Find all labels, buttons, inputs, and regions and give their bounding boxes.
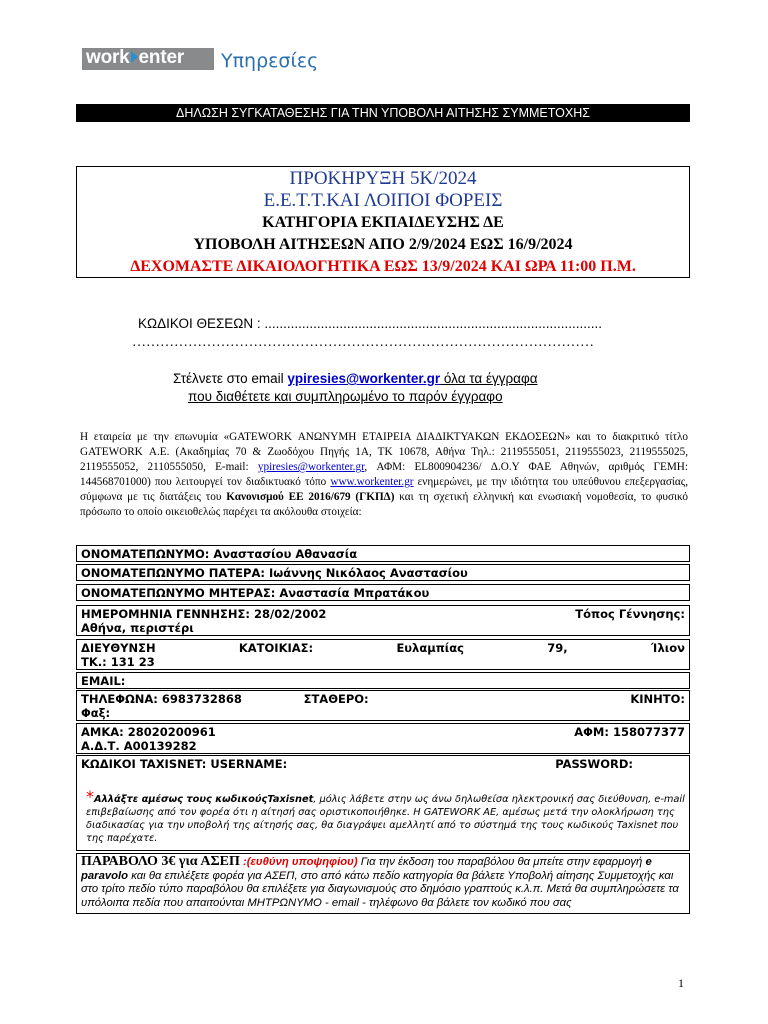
fax-field: Φαξ: [81, 706, 111, 720]
id-card-field: Α.Δ.Τ. Α00139282 [81, 739, 197, 753]
workenter-logo [86, 47, 184, 69]
postcode-field: ΤΚ.: 131 23 [81, 655, 155, 669]
birthplace-label: Τόπος Γέννησης: [575, 607, 685, 621]
form-row-paravolo [76, 853, 690, 914]
education-category: ΚΑΤΗΓΟΡΙΑ ΕΚΠΑΙΔΕΥΣΗΣ ΔΕ [262, 214, 504, 231]
afm-field: ΑΦΜ: 158077377 [574, 725, 685, 739]
taxisnet-warning [81, 787, 685, 845]
phones-line [81, 692, 685, 706]
consent-text-4: και τη σχετική ελληνική και ενωσιακή νομοθεσία, το φυσικό πρόσωπο το οποίο οικειοθελώς παρέχει τα ακόλουθα στοιχεία: [80, 491, 688, 518]
paravolo-app-name: e paravolo [81, 856, 652, 882]
documents-deadline: ΔΕΧΟΜΑΣΤΕ ΔΙΚΑΙΟΛΟΓΗΤΙΚΑ ΕΩΣ 13/9/2024 ΚΑΙ ΩΡΑ 11:00 Π.Μ. [130, 258, 636, 275]
send-instructions [173, 371, 538, 386]
landline-field: ΣΤΑΘΕΡΟ: [303, 692, 369, 706]
address-line [81, 641, 685, 655]
amka-field: ΑΜΚΑ: 28020200961 [81, 725, 216, 739]
application-period: ΥΠΟΒΟΛΗ ΑΙΤΗΣΕΩΝ ΑΠΟ 2/9/2024 ΕΩΣ 16/9/2024 [193, 236, 573, 253]
taxisnet-password-field: PASSWORD: [555, 757, 633, 771]
paravolo-text-2: και θα επιλέξετε φορέα για ΑΣΕΠ, στο από κάτω πεδίο κατηγορία θα βάλετε Υποβολή αίτησης Συμμετοχής και στο τρίτο πεδίο τύπο παραβόλου θα επιλέξετε για διαγωνισμούς στο δημόσιο γραπτούς κ.λ.π. Μετά θα συμπληρώσετε τα υπόλοιπα πεδία που απαιτούνται ΜΗΤΡΩΝΥΜΟ - email - τηλέφωνο θα βάλετε τον κωδικό που σας [81, 869, 679, 909]
paravolo-title: ΠΑΡΑΒΟΛΟ 3€ για ΑΣΕΠ [81, 854, 240, 869]
warning-star-icon: * [86, 787, 94, 806]
paravolo-responsibility: :(ευθύνη υποψηφίου) [239, 856, 358, 868]
taxisnet-username-field: ΚΩΔΙΚΟΙ TAXISNET: USERNAME: [81, 757, 288, 771]
announcement-box [76, 166, 690, 278]
form-row-birth [76, 605, 690, 636]
form-row-mother [76, 584, 690, 601]
address-word: Ίλιον [650, 641, 685, 655]
form-row-father [76, 564, 690, 581]
logo-part-work: work [86, 47, 130, 68]
paravolo-instructions [81, 855, 685, 910]
warning-text: , μόλις λάβετε στην ως άνω δηλωθείσα ηλεκτρονική σας διεύθυνση, e-mail επιβεβαίωσης από τον φορέα ότι η αίτησή σας οριστικοποιήθηκε. Η GATEWORK ΑΕ, αμέσως μετά την ολοκλήρωση της διαδικασίας για την υποβολή της αίτησής σας, θα διαγράψει αμελλητί από το σύστημά της τους κωδικούς Taxisnet που της παρέχατε. [86, 794, 685, 844]
birthdate-field: ΗΜΕΡΟΜΗΝΙΑ ΓΕΝΝΗΣΗΣ: 28/02/2002 [81, 607, 327, 621]
send-email-link[interactable]: ypiresies@workenter.gr [287, 371, 441, 386]
warning-emphasis: Αλλάξτε αμέσως τους κωδικούςTaxisnet [94, 794, 314, 805]
consent-website-link[interactable]: www.workenter.gr [330, 476, 414, 488]
logo-subtitle: Υπηρεσίες [221, 50, 319, 72]
consent-text-2: , ΑΦΜ: EL800904236/ Δ.Ο.Υ ΦΑΕ Αθηνών, αριθμός ΓΕΜΗ: 144568701000) που λειτουργεί τον διαδικτυακό τόπο [80, 461, 688, 488]
announcement-bodies: Ε.Ε.Τ.Τ.ΚΑΙ ΛΟΙΠΟΙ ΦΟΡΕΙΣ [263, 190, 503, 211]
send-instructions-line2: που διαθέτετε και συμπληρωμένο το παρόν έγγραφο [188, 389, 503, 404]
address-word: Ευλαμπίας [396, 641, 464, 655]
form-row-fullname [76, 545, 690, 562]
address-word: 79, [547, 641, 568, 655]
mother-name-field: ΟΝΟΜΑΤΕΠΩΝΥΜΟ ΜΗΤΕΡΑΣ: Αναστασία Μπρατάκου [81, 586, 430, 600]
form-row-phones [76, 690, 690, 721]
consent-text-1: Η εταιρεία με την επωνυμία «GATEWORK ΑΝΩΝΥΜΗ ΕΤΑΙΡΕΙΑ ΔΙΑΔΙΚΤΥΑΚΩΝ ΕΚΔΟΣΕΩΝ» και το διακριτικό τίτλο GATEWORK Α.Ε. (Ακαδημίας 70 & Ζωοδόχου Πηγής 1Α, ΤΚ 10678, Αθήνα Τηλ.: 2119555051, 2119555023, 2119555025, 2119555052, 2110555050, E-mail: [80, 431, 688, 473]
address-word: ΔΙΕΥΘΥΝΣΗ [81, 641, 156, 655]
logo-arrow-icon [131, 51, 138, 63]
logo-part-enter: enter [138, 47, 185, 68]
consent-paragraph [80, 430, 688, 520]
position-codes-dots: ……………………………………………………………………………………… [132, 335, 594, 350]
father-name-field: ΟΝΟΜΑΤΕΠΩΝΥΜΟ ΠΑΤΕΡΑ: Ιωάννης Νικόλαος Αναστασίου [81, 566, 468, 580]
address-word: ΚΑΤΟΙΚΙΑΣ: [238, 641, 314, 655]
position-codes-line: ΚΩΔΙΚΟΙ ΘΕΣΕΩΝ : .......................................................................................... [138, 316, 602, 331]
consent-regulation: Κανονισμού ΕΕ 2016/679 (ΓΚΠΔ) [226, 491, 395, 503]
paravolo-text-1: Για την έκδοση του παραβόλου θα μπείτε στην εφαρμογή [357, 856, 646, 868]
page-number: 1 [678, 976, 684, 990]
fullname-field: ΟΝΟΜΑΤΕΠΩΝΥΜΟ: Αναστασίου Αθανασία [81, 547, 358, 561]
announcement-number: ΠΡΟΚΗΡΥΞΗ 5Κ/2024 [289, 168, 477, 189]
send-prefix: Στέλνετε στο email [173, 371, 288, 386]
send-suffix: όλα τα έγγραφα [440, 371, 538, 386]
form-row-address [76, 639, 690, 670]
form-row-email [76, 672, 690, 689]
consent-email-link[interactable]: ypiresies@workenter.gr [257, 461, 365, 473]
phone-field: ΤΗΛΕΦΩΝΑ: 6983732868 [81, 692, 242, 706]
consent-banner: ΔΗΛΩΣΗ ΣΥΓΚΑΤΑΘΕΣΗΣ ΓΙΑ ΤΗΝ ΥΠΟΒΟΛΗ ΑΙΤΗΣΗΣ ΣΥΜΜΕΤΟΧΗΣ [76, 104, 690, 122]
form-row-taxisnet [76, 755, 690, 851]
mobile-field: ΚΙΝΗΤΟ: [630, 692, 685, 706]
birthplace-value: Αθήνα, περιστέρι [81, 621, 194, 635]
consent-text-3: ενημερώνει, με την ιδιότητα του υπεύθυνου επεξεργασίας, σύμφωνα με τις διατάξεις του [80, 476, 689, 503]
email-field: EMAIL: [81, 674, 126, 688]
form-row-ids [76, 723, 690, 754]
